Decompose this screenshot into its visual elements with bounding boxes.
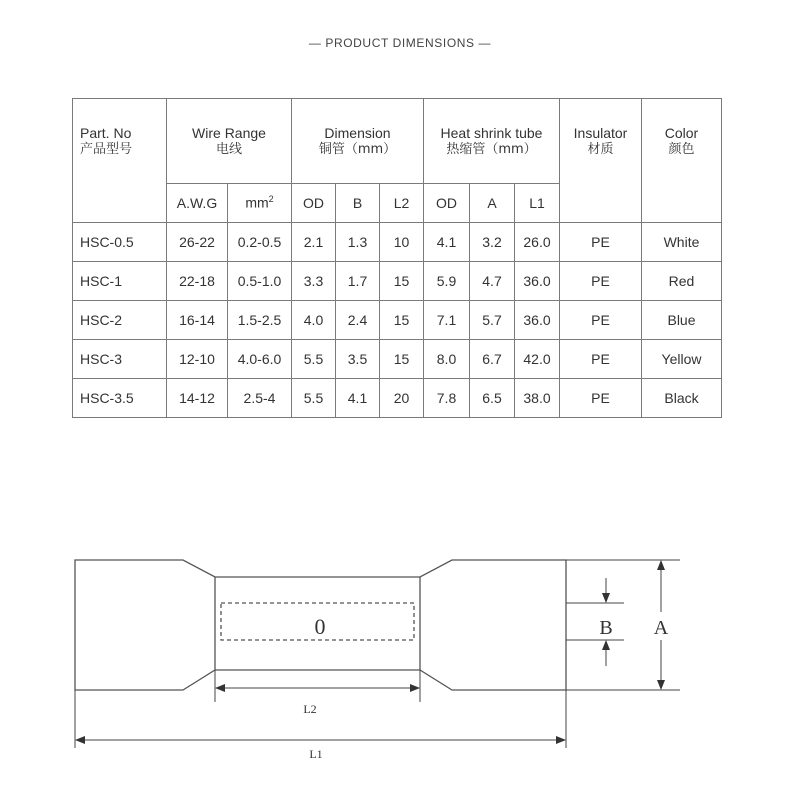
cell-part: HSC-3 [73,340,167,379]
cell-color: Blue [642,301,722,340]
cell-l1: 38.0 [515,379,560,418]
subheader-mm2-sup: 2 [268,194,274,205]
center-mark: 0 [314,614,326,639]
header-insulator-cn: 材质 [587,141,614,157]
cell-mm2: 4.0-6.0 [228,340,292,379]
cell-mm2: 1.5-2.5 [228,301,292,340]
cell-od-copper: 5.5 [292,379,336,418]
cell-od-tube: 7.8 [424,379,470,418]
header-color-en: Color [664,125,699,141]
label-b: B [599,617,613,639]
cell-awg: 16-14 [167,301,228,340]
cell-awg: 26-22 [167,223,228,262]
header-color-cn: 颜色 [668,141,695,157]
header-part-no-en: Part. No [80,125,132,141]
cell-b: 3.5 [336,340,380,379]
cell-b: 1.7 [336,262,380,301]
header-wire-range-cn: 电线 [215,141,242,157]
header-dimension-en: Dimension [324,124,391,141]
cell-color: Red [642,262,722,301]
cell-l2: 20 [380,379,424,418]
cell-b: 1.3 [336,223,380,262]
cell-od-copper: 5.5 [292,340,336,379]
label-l1: L1 [309,747,323,761]
cell-l2: 10 [380,223,424,262]
cell-l2: 15 [380,301,424,340]
subheader-b: B [336,184,380,223]
page-title: — PRODUCT DIMENSIONS — [308,36,492,50]
header-heat-shrink-en: Heat shrink tube [440,124,543,141]
cell-l1: 36.0 [515,262,560,301]
cell-mm2: 0.5-1.0 [228,262,292,301]
subheader-a: A [470,184,515,223]
cell-od-copper: 3.3 [292,262,336,301]
header-insulator-en: Insulator [573,125,628,141]
cell-part: HSC-0.5 [73,223,167,262]
cell-b: 4.1 [336,379,380,418]
subheader-od-tube: OD [424,184,470,223]
subheader-awg: A.W.G [167,184,228,223]
cell-awg: 14-12 [167,379,228,418]
cell-l1: 42.0 [515,340,560,379]
cell-insulator: PE [560,262,642,301]
subheader-l1: L1 [515,184,560,223]
cell-l1: 36.0 [515,301,560,340]
cell-l2: 15 [380,340,424,379]
subheader-mm2-unit: mm [245,194,269,211]
header-wire-range-en: Wire Range [192,124,266,141]
cell-insulator: PE [560,301,642,340]
subheader-od-copper: OD [292,184,336,223]
cell-od-copper: 4.0 [292,301,336,340]
label-a: A [653,617,669,639]
cell-mm2: 0.2-0.5 [228,223,292,262]
cell-od-tube: 4.1 [424,223,470,262]
cell-l1: 26.0 [515,223,560,262]
cell-color: Yellow [642,340,722,379]
cell-a: 4.7 [470,262,515,301]
cell-awg: 22-18 [167,262,228,301]
cell-color: White [642,223,722,262]
cell-insulator: PE [560,223,642,262]
cell-b: 2.4 [336,301,380,340]
cell-a: 5.7 [470,301,515,340]
header-dimension-cn: 铜管（mm） [318,141,397,157]
cell-color: Black [642,379,722,418]
cell-a: 6.7 [470,340,515,379]
cell-insulator: PE [560,340,642,379]
cell-od-tube: 7.1 [424,301,470,340]
cell-part: HSC-2 [73,301,167,340]
cell-a: 6.5 [470,379,515,418]
cell-mm2: 2.5-4 [228,379,292,418]
cell-od-tube: 8.0 [424,340,470,379]
cell-od-copper: 2.1 [292,223,336,262]
header-heat-shrink-cn: 热缩管（mm） [446,141,537,157]
cell-od-tube: 5.9 [424,262,470,301]
label-l2: L2 [303,702,317,716]
header-part-no-cn: 产品型号 [80,141,133,157]
cell-part: HSC-3.5 [73,379,167,418]
cell-part: HSC-1 [73,262,167,301]
subheader-l2: L2 [380,184,424,223]
cell-a: 3.2 [470,223,515,262]
cell-insulator: PE [560,379,642,418]
cell-awg: 12-10 [167,340,228,379]
cell-l2: 15 [380,262,424,301]
